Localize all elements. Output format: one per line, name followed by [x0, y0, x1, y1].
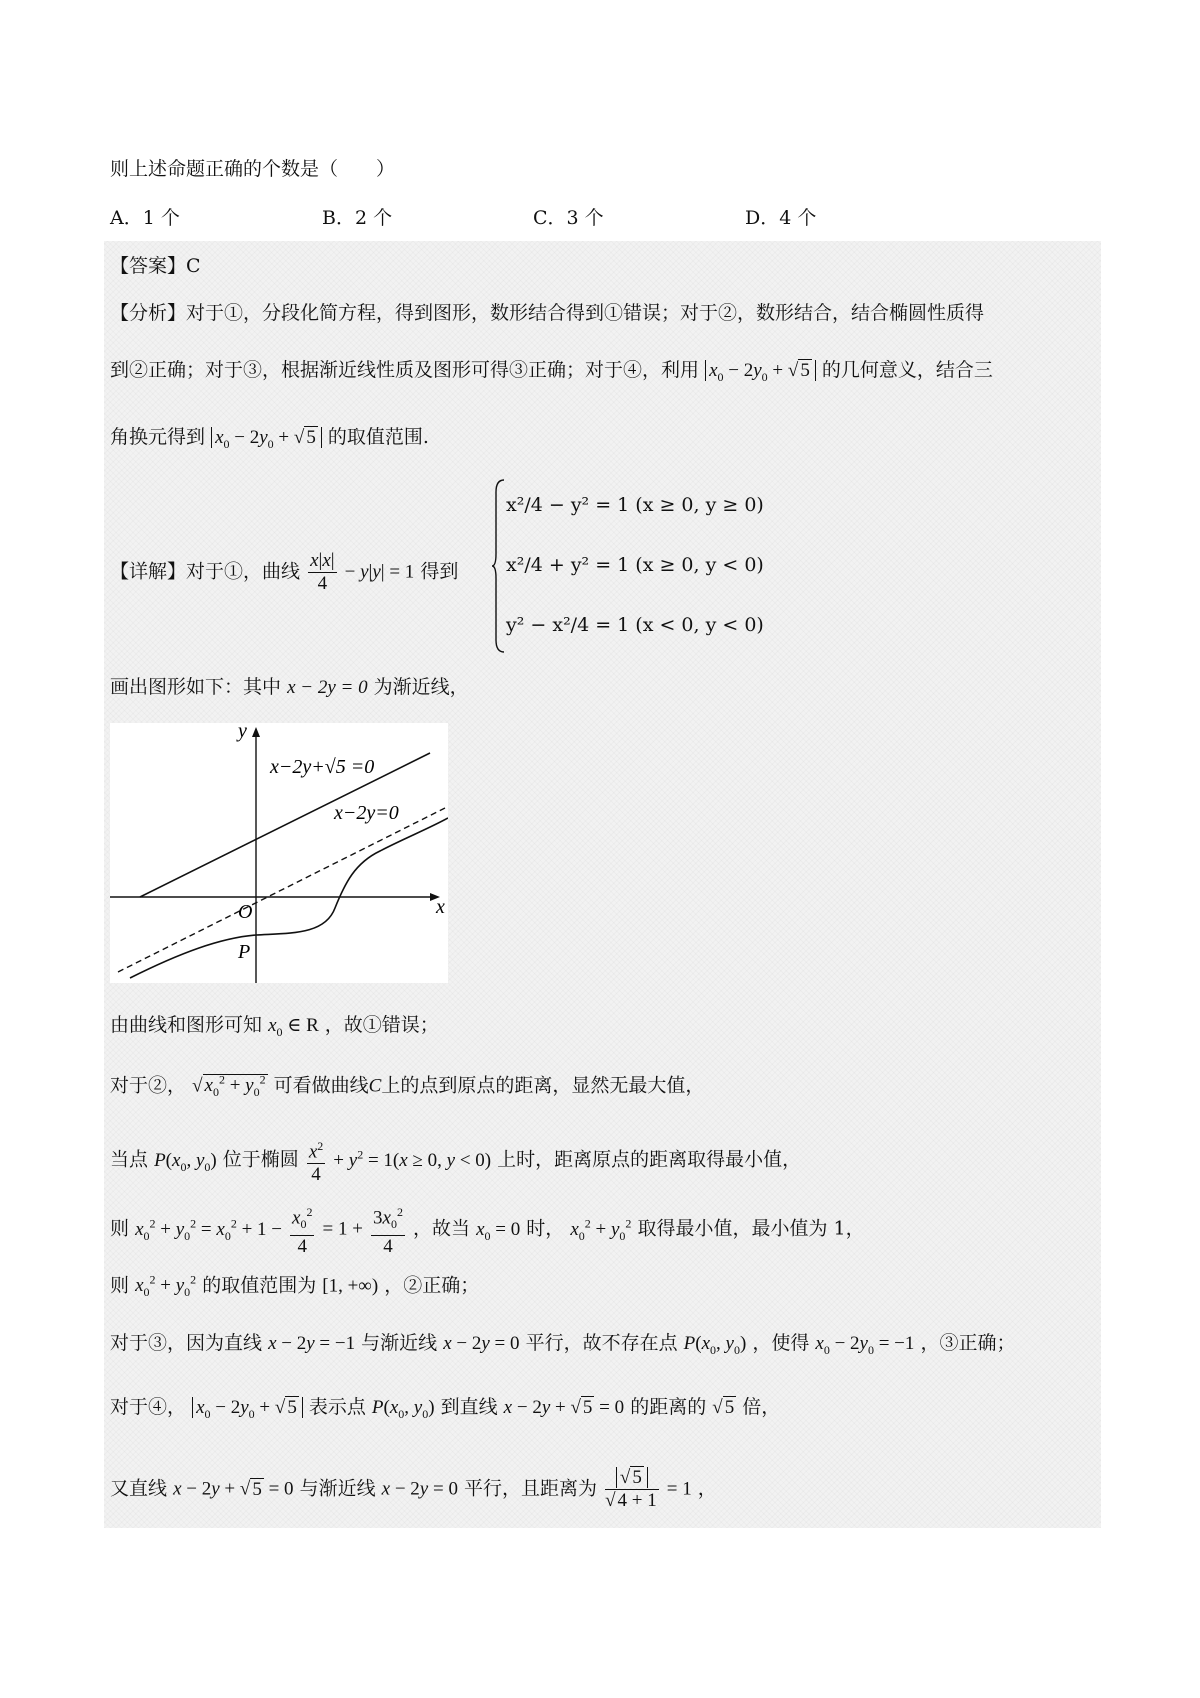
c2b-text-post: 上时，距离原点的距离取得最小值， [497, 1148, 802, 1171]
label-line-top: x−2y+√5 =0 [270, 756, 375, 778]
c2c-text-post: 取得最小值，最小值为 1， [637, 1217, 865, 1240]
detail-tag: 【详解】 [110, 560, 187, 583]
case-3: y² − x²/4 = 1 (x < 0, y < 0) [506, 614, 764, 636]
option-c: C．3 个 [533, 207, 604, 229]
c5-line: 又直线 x − 2y + √ 5 = 0 与渐近线 x − 2y = 0 平行，且距离为 $\frac{√ 5}{√ 4 + 1}$ = 1 ， [110, 1467, 717, 1511]
c4-text-mid3: 的距离的 [630, 1396, 707, 1418]
c2c-text-mid2: 时， [526, 1217, 565, 1240]
analysis-text-2b: 的几何意义，结合三 [821, 359, 993, 381]
asymptote-line [118, 808, 445, 972]
analysis-text-3b: 的取值范围. [327, 426, 429, 448]
c5-text-post: ， [697, 1477, 717, 1500]
analysis-line-3 [110, 424, 429, 457]
label-p: P [238, 941, 251, 963]
option-a: A．1 个 [110, 207, 180, 229]
label-o: O [238, 901, 253, 923]
c1-text-post: ，故①错误； [324, 1014, 439, 1036]
answer-value: C [186, 255, 201, 277]
analysis-text-3a: 角换元得到 [110, 426, 206, 448]
draw-text-post: 为渐近线， [373, 676, 469, 698]
c2d-text-pre: 则 [110, 1274, 130, 1297]
analysis-line-2 [110, 357, 993, 390]
c3-text-pre: 对于③，因为直线 [110, 1332, 263, 1354]
c5-text-pre: 又直线 [110, 1477, 168, 1500]
c2b-text-pre: 当点 [110, 1148, 149, 1171]
draw-line [110, 674, 469, 701]
draw-text-pre: 画出图形如下：其中 [110, 676, 282, 698]
c4-text-mid2: 到直线 [440, 1396, 498, 1418]
analysis-line-1 [110, 300, 984, 326]
c1-line: 由曲线和图形可知 $x_0$ ∈ R ，故①错误； [110, 1014, 439, 1039]
detail-intro-mid: 得到 [420, 560, 459, 583]
c3-text-mid1: 与渐近线 [361, 1332, 438, 1354]
answer-line [110, 253, 201, 279]
c4-line: 对于④， $x_0 - 2y_0$ + √ 5 表示点 $P(x_0$, $y_0$) 到直线 x − 2y + √ 5 = 0 的距离的 √ 5 倍， [110, 1396, 781, 1421]
c4-text-post: 倍， [742, 1396, 781, 1418]
c3-line: 对于③，因为直线 x − 2y = −1 与渐近线 x − 2y = 0 平行，故不存在点 $P(x_0$, $y_0$) ，使得 $x_0 - 2y_0 = -1$ ，③正确； [110, 1332, 1016, 1357]
c2-line: 对于②， √ $x_0^2 + y_0^2$ 可看做曲线C上的点到原点的距离，显然无最大值， [110, 1073, 705, 1100]
abs-expression: $x_0 - 2y_0$ + √ 5 [705, 360, 816, 381]
option-b: B．2 个 [322, 207, 393, 229]
c3-text-post: ，③正确； [920, 1332, 1016, 1354]
c4-text-mid1: 表示点 [308, 1396, 366, 1418]
curve-c [130, 818, 448, 978]
c2d-text-post: ，②正确； [384, 1274, 480, 1297]
c2b-line: 当点 $P(x_0$, $y_0$) 位于椭圆 $\frac{x^2}{4}$ + $y^2 = 1(x \ge 0$, y < 0) 上时，距离原点的距离取得最小值， [110, 1135, 801, 1186]
detail-intro-text: 对于①，曲线 [186, 560, 301, 583]
c5-text-mid1: 与渐近线 [299, 1477, 376, 1500]
label-y: y [238, 723, 247, 742]
case-1: x²/4 − y² = 1 (x ≥ 0, y ≥ 0) [506, 494, 764, 516]
case-brace [492, 478, 506, 654]
c3-text-mid2: 平行，故不存在点 [525, 1332, 678, 1354]
label-x: x [436, 896, 445, 918]
c2c-text-pre: 则 [110, 1217, 130, 1240]
asymptote-eq: x − 2y = 0 [287, 677, 368, 698]
c2b-text-mid: 位于椭圆 [222, 1148, 299, 1171]
c2c-text-mid: ，故当 [413, 1217, 471, 1240]
c3-text-mid3: ，使得 [752, 1332, 810, 1354]
c2-text-post: 可看做曲线 [273, 1074, 369, 1097]
curve-graph [110, 723, 448, 983]
curve-fraction: $\frac{x|x|}{4}$ [310, 550, 335, 594]
c2d-text-mid: 的取值范围为 [202, 1274, 317, 1297]
analysis-text-1: 对于①，分段化简方程，得到图形，数形结合得到①错误；对于②，数形结合，结合椭圆性质得 [186, 302, 985, 324]
question-prompt: 则上述命题正确的个数是（ ） [110, 158, 396, 180]
case-2: x²/4 + y² = 1 (x ≥ 0, y < 0) [506, 554, 764, 576]
y-axis-arrow [252, 727, 260, 737]
detail-intro: 【详解】对于①，曲线 $\frac{x|x|}{4}$ − y|y| = 1 得到 [110, 550, 459, 594]
answer-tag: 【答案】 [110, 255, 187, 277]
abs-expression-2: $x_0 - 2y_0$ + √ 5 [211, 427, 322, 448]
c2-text-post2: 上的点到原点的距离，显然无最大值， [381, 1074, 705, 1097]
analysis-text-2a: 到②正确；对于③，根据渐近线性质及图形可得③正确；对于④，利用 [110, 359, 700, 381]
c5-text-mid2: 平行，且距离为 [464, 1477, 598, 1500]
c1-text-pre: 由曲线和图形可知 [110, 1014, 263, 1036]
c4-text-pre: 对于④， [110, 1396, 187, 1418]
c2d-line: 则 $x_0^2 + y_0^2$ 的取值范围为 [1, +∞) ，②正确； [110, 1273, 480, 1300]
c2-text-pre: 对于②， [110, 1074, 187, 1097]
label-line-asym: x−2y=0 [334, 802, 399, 824]
c2c-line: 则 $x_0^2 + y_0^2 = x_0^2 + 1$ − $\frac{x_0^2}{4}$ = 1 + $\frac{3x_0^2}{4}$ ，故当 $x_0 = 0$ 时， $x_0^2 + y_0^2$ 取得最小值，最小值为 1， [110, 1201, 865, 1258]
option-d: D．4 个 [745, 207, 817, 229]
analysis-tag: 【分析】 [110, 302, 187, 324]
